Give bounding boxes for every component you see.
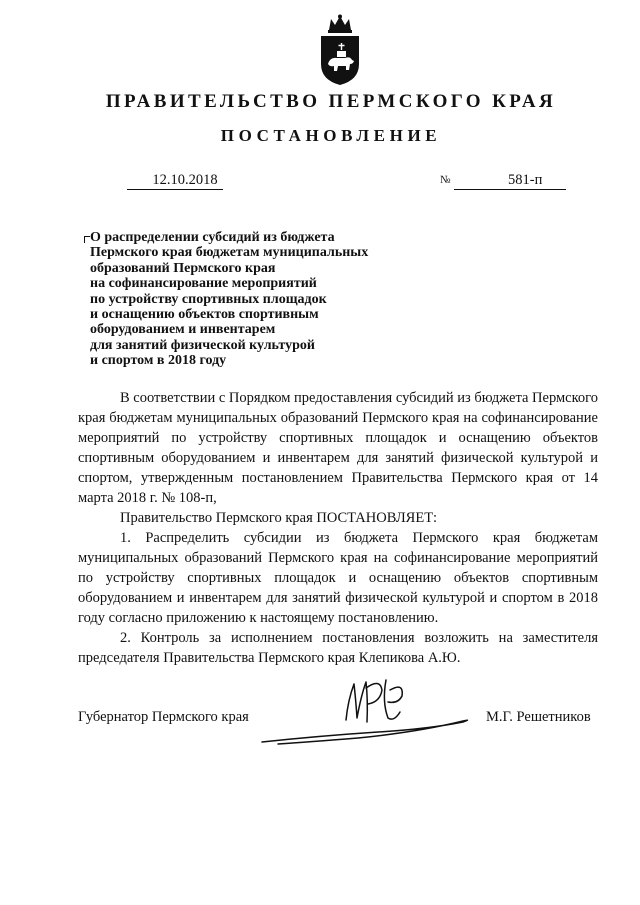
handwritten-signature [258,672,483,750]
signatory-name: М.Г. Решетников [486,709,591,725]
subject-line: и спортом в 2018 году [90,353,227,369]
number-sign: № [440,174,451,186]
item-2-paragraph: 2. Контроль за исполнением постановления возложить на заместителя председателя Правительства Пермского края Клепикова А.Ю. [78,630,598,666]
subject-line: Пермского края бюджетам муниципальных [90,245,369,261]
subject-line: для занятий физической культурой [90,337,315,353]
subject-line: и оснащению объектов спортивным [90,307,319,323]
perm-krai-coat-of-arms-icon [319,14,361,86]
resolution-clause: Правительство Пермского края ПОСТАНОВЛЯЕТ: [120,510,438,526]
document-date: 12.10.2018 [127,172,223,190]
subject-line: на софинансирование мероприятий [90,276,317,292]
issuing-authority: ПРАВИТЕЛЬСТВО ПЕРМСКОГО КРАЯ [105,91,557,112]
subject-line: образований Пермского края [90,260,276,276]
subject-line: О распределении субсидий из бюджета [90,230,335,245]
document-body [78,388,598,668]
document-subject [90,230,410,369]
subject-line: оборудованием и инвентарем [90,322,276,338]
signatory-title: Губернатор Пермского края [78,709,249,725]
subject-line: по устройству спортивных площадок [90,291,327,307]
item-1-paragraph: 1. Распределить субсидии из бюджета Пермского края бюджетам муниципальных образований Пермского края на софинансирование мероприятий по устройству спортивных площадок и оснащению объектов спортивным оборудованием и инвентарем для занятий физической культурой и спортом в 2018 году согласно приложению к настоящему постановлению. [78,530,598,626]
document-type: ПОСТАНОВЛЕНИЕ [220,126,442,145]
document-number: 581-п [454,172,566,190]
preamble-paragraph: В соответствии с Порядком предоставления субсидий из бюджета Пермского края бюджетам муниципальных образований Пермского края на софинансирование мероприятий по устройству спортивных площадок и оснащению объектов спортивным оборудованием и инвентарем для занятий физической культурой и спортом, утвержденным постановлением Правительства Пермского края от 14 марта 2018 г. № 108-п, [78,390,598,506]
